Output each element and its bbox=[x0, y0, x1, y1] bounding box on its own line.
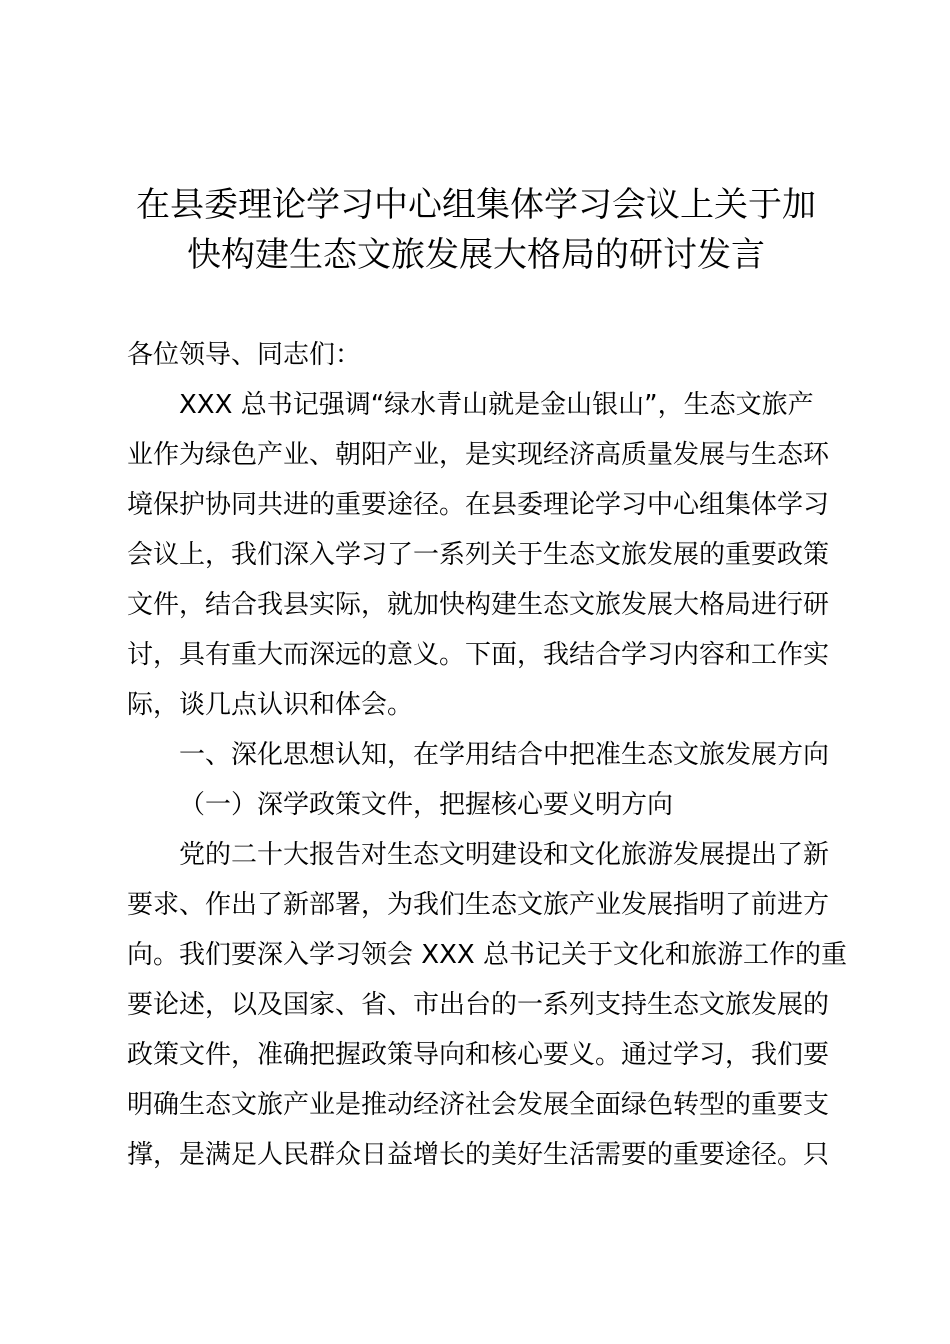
paragraph-line: XXX 总书记强调“绿水青山就是金山银山”，生态文旅产 bbox=[179, 390, 814, 420]
paragraph-line: 政策文件，准确把握政策导向和核心要义。通过学习，我们要 bbox=[127, 1040, 830, 1070]
title-line: 在县委理论学习中心组集体学习会议上关于加 bbox=[136, 185, 816, 225]
paragraph-2 bbox=[127, 830, 847, 1180]
paragraph-line: 撑，是满足人民群众日益增长的美好生活需要的重要途径。只 bbox=[127, 1140, 830, 1170]
paragraph-line: 业作为绿色产业、朝阳产业，是实现经济高质量发展与生态环 bbox=[127, 440, 830, 470]
paragraph-line: 党的二十大报告对生态文明建设和文化旅游发展提出了新 bbox=[179, 840, 830, 870]
paragraph-line: 向。我们要深入学习领会 XXX 总书记关于文化和旅游工作的重 bbox=[127, 940, 847, 970]
document-body bbox=[127, 330, 847, 1180]
title-line: 快构建生态文旅发展大格局的研讨发言 bbox=[187, 235, 765, 275]
section-heading: 一、深化思想认知，在学用结合中把准生态文旅发展方向 bbox=[179, 740, 830, 770]
subsection-heading: （一）深学政策文件，把握核心要义明方向 bbox=[179, 790, 674, 820]
document-title bbox=[120, 180, 832, 280]
paragraph-line: 文件，结合我县实际，就加快构建生态文旅发展大格局进行研 bbox=[127, 590, 830, 620]
paragraph-1 bbox=[127, 380, 833, 730]
paragraph-line: 要求、作出了新部署，为我们生态文旅产业发展指明了前进方 bbox=[127, 890, 830, 920]
paragraph-line: 际，谈几点认识和体会。 bbox=[127, 690, 414, 720]
salutation: 各位领导、同志们： bbox=[127, 340, 362, 370]
paragraph-line: 境保护协同共进的重要途径。在县委理论学习中心组集体学习 bbox=[127, 490, 830, 520]
paragraph-line: 会议上，我们深入学习了一系列关于生态文旅发展的重要政策 bbox=[127, 540, 830, 570]
paragraph-line: 讨，具有重大而深远的意义。下面，我结合学习内容和工作实 bbox=[127, 640, 830, 670]
paragraph-line: 要论述，以及国家、省、市出台的一系列支持生态文旅发展的 bbox=[127, 990, 830, 1020]
paragraph-line: 明确生态文旅产业是推动经济社会发展全面绿色转型的重要支 bbox=[127, 1090, 830, 1120]
